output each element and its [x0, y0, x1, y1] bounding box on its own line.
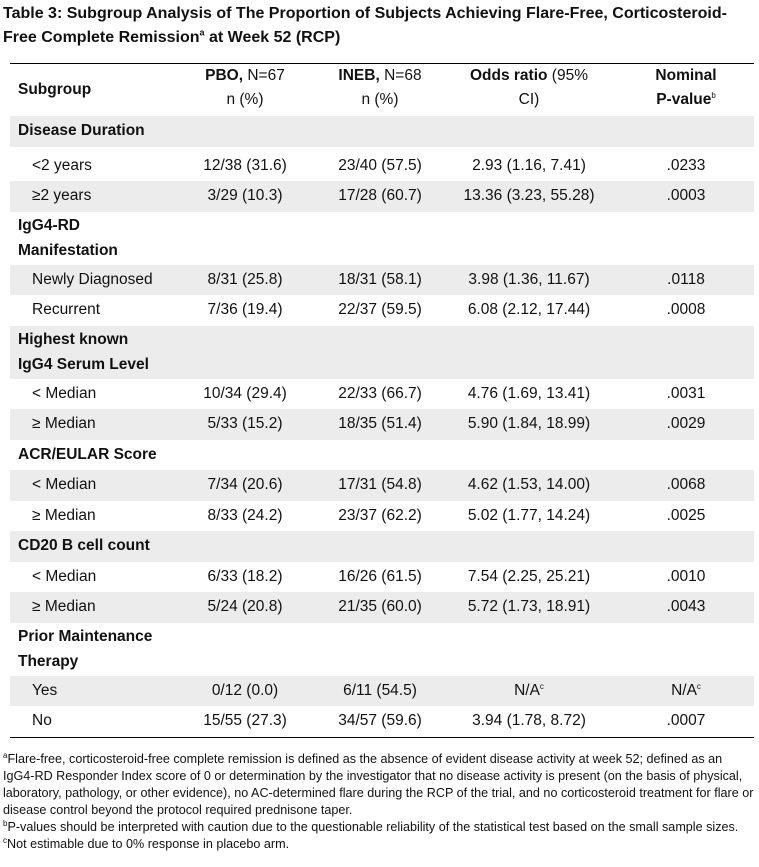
- header-p-line-2: P-value: [656, 91, 712, 108]
- cell-footnote-marker: c: [696, 681, 701, 691]
- row-label: ≥2 years: [10, 181, 170, 212]
- table-row: [10, 409, 754, 440]
- group-label: [10, 212, 754, 265]
- group-label-line-1: Prior Maintenance: [18, 627, 153, 645]
- cell-ineb: 6/11 (54.5): [320, 676, 440, 707]
- cell-pbo: 0/12 (0.0): [170, 676, 320, 707]
- table-row: [10, 470, 754, 501]
- group-label-line-1: Highest known: [18, 330, 129, 348]
- cell-odds-ratio: 3.98 (1.36, 11.67): [440, 265, 618, 296]
- table-row: [10, 562, 754, 593]
- cell-p-value: .0118: [618, 265, 754, 296]
- cell-p-value: .0043: [618, 592, 754, 623]
- cell-odds-ratio: 5.72 (1.73, 18.91): [440, 592, 618, 623]
- cell-p-value: [618, 676, 754, 707]
- footnote-c-marker: c: [3, 835, 7, 845]
- cell-p-value: .0031: [666, 384, 706, 402]
- row-label: Yes: [10, 676, 170, 707]
- group-row-acr-eular-score: [10, 440, 754, 471]
- header-p-line-1: Nominal: [655, 67, 717, 84]
- title-line-1: Table 3: Subgroup Analysis of The Proportion of Subjects Achieving Flare-Free, Corticosteroid-: [3, 5, 727, 22]
- row-label: ≥ Median: [10, 409, 170, 440]
- cell-p-value: .0233: [666, 156, 706, 174]
- row-label: Newly Diagnosed: [10, 265, 170, 296]
- header-odds-ratio: [440, 64, 618, 117]
- table-row: [10, 181, 754, 212]
- header-ineb-bold: INEB,: [338, 67, 380, 84]
- cell-ineb: 23/37 (62.2): [338, 506, 422, 524]
- group-label: Disease Duration: [10, 116, 754, 149]
- footnote-b-text: P-values should be interpreted with caution due to the questionable reliability of the statistical test based on the small sample sizes.: [7, 820, 739, 834]
- header-pbo: [170, 64, 320, 117]
- cell-pbo: 10/34 (29.4): [203, 384, 287, 402]
- row-label: < Median: [32, 567, 97, 585]
- subgroup-table: [10, 63, 754, 738]
- table-row: [10, 379, 754, 410]
- header-ineb-unit: n (%): [361, 91, 399, 108]
- footnote-b: [3, 819, 755, 836]
- cell-odds-ratio: 4.76 (1.69, 13.41): [467, 384, 591, 402]
- cell-odds-ratio: 5.02 (1.77, 14.24): [467, 506, 591, 524]
- table-row: [10, 676, 754, 707]
- row-label: Recurrent: [32, 301, 101, 319]
- cell-ineb: 18/35 (51.4): [320, 409, 440, 440]
- header-row: [10, 64, 754, 117]
- cell-pbo: 7/36 (19.4): [207, 301, 283, 319]
- cell-odds-ratio: 5.90 (1.84, 18.99): [440, 409, 618, 440]
- cell-p-value: .0068: [618, 470, 754, 501]
- cell-footnote-marker: c: [539, 681, 544, 691]
- table-row: [10, 501, 754, 532]
- cell-p-value: .0025: [666, 506, 706, 524]
- header-p-value: [618, 64, 754, 117]
- cell-p-value: .0003: [618, 181, 754, 212]
- cell-p-value: .0029: [618, 409, 754, 440]
- row-label: < Median: [32, 384, 97, 402]
- cell-pbo: 7/34 (20.6): [170, 470, 320, 501]
- footnote-a-text: Flare-free, corticosteroid-free complete remission is defined as the absence of evident disease activity at week 52; defined as an IgG4-RD Responder Index score of 0 or determination by the investigator that no disease activity is present (on the basis of physical, laboratory, pathology, or other evidence), no AC-determined flare during the RCP of the trial, and no corticosteroid treatment for flare or disease control beyond the protocol required prednisone taper.: [3, 752, 754, 817]
- row-label: No: [32, 712, 52, 730]
- group-label-line-2: IgG4 Serum Level: [18, 355, 149, 373]
- header-ineb: [320, 64, 440, 117]
- cell-p-value-value: N/A: [671, 681, 697, 699]
- cell-pbo: 6/33 (18.2): [207, 567, 283, 585]
- cell-p-value: .0010: [666, 567, 706, 585]
- cell-odds-ratio: 2.93 (1.16, 7.41): [472, 156, 586, 174]
- row-label: ≥ Median: [10, 592, 170, 623]
- table-row: [10, 592, 754, 623]
- cell-pbo: 8/33 (24.2): [207, 506, 283, 524]
- title-line-2-post: at Week 52 (RCP): [204, 29, 341, 46]
- cell-ineb: 34/57 (59.6): [338, 712, 422, 730]
- footnote-c: [3, 836, 755, 853]
- group-row-disease-duration: [10, 116, 754, 149]
- table-row: [10, 295, 754, 326]
- table-row: [10, 706, 754, 737]
- cell-odds-ratio: [440, 676, 618, 707]
- group-label-line-2: Therapy: [18, 652, 79, 670]
- header-ineb-n: N=68: [379, 67, 422, 84]
- group-row-cd20-b-cell-count: [10, 531, 754, 562]
- group-row-prior-maintenance-therapy: [10, 623, 754, 676]
- group-label: [10, 326, 754, 379]
- row-label: < Median: [10, 470, 170, 501]
- title-line-2-pre: Free Complete Remission: [3, 29, 200, 46]
- cell-pbo: 5/33 (15.2): [170, 409, 320, 440]
- group-row-manifestation: [10, 212, 754, 265]
- cell-pbo: 15/55 (27.3): [203, 712, 287, 730]
- cell-ineb: 21/35 (60.0): [320, 592, 440, 623]
- header-pbo-unit: n (%): [226, 91, 264, 108]
- header-pbo-bold: PBO,: [205, 67, 244, 84]
- cell-ineb: 17/28 (60.7): [320, 181, 440, 212]
- cell-odds-ratio: 4.62 (1.53, 14.00): [440, 470, 618, 501]
- cell-ineb: 16/26 (61.5): [338, 567, 422, 585]
- table-row: [10, 265, 754, 296]
- table-row: [10, 149, 754, 182]
- header-pbo-n: N=67: [243, 67, 285, 84]
- group-label: [10, 623, 754, 676]
- footnote-c-text: Not estimable due to 0% response in placebo arm.: [7, 837, 290, 851]
- cell-pbo: 8/31 (25.8): [170, 265, 320, 296]
- group-label: ACR/EULAR Score: [18, 445, 157, 463]
- footnote-a: [3, 751, 755, 819]
- table-title: [3, 2, 755, 50]
- cell-ineb: 18/31 (58.1): [320, 265, 440, 296]
- footnotes: [3, 751, 755, 853]
- group-label-line-1: IgG4-RD: [18, 216, 80, 234]
- header-subgroup: Subgroup: [18, 81, 92, 98]
- title-line-2: [3, 26, 755, 50]
- cell-pbo: 12/38 (31.6): [203, 156, 287, 174]
- cell-ineb: 22/33 (66.7): [338, 384, 422, 402]
- cell-ineb: 23/40 (57.5): [338, 156, 422, 174]
- cell-odds-ratio-value: N/A: [514, 681, 540, 699]
- cell-ineb: 22/37 (59.5): [338, 301, 422, 319]
- cell-p-value: .0007: [666, 712, 706, 730]
- group-label: CD20 B cell count: [10, 531, 754, 562]
- row-label: <2 years: [32, 156, 92, 174]
- header-or-ci: (95%: [547, 67, 588, 84]
- title-footnote-marker: a: [199, 27, 205, 38]
- cell-ineb: 17/31 (54.8): [320, 470, 440, 501]
- footnote-b-marker: b: [3, 818, 8, 828]
- header-or-ci-2: CI): [518, 91, 540, 108]
- row-label: ≥ Median: [32, 506, 96, 524]
- group-label-line-2: Manifestation: [18, 241, 118, 259]
- cell-p-value: .0008: [666, 301, 706, 319]
- header-p-footnote-marker: b: [711, 90, 716, 100]
- header-or-bold: Odds ratio: [469, 67, 548, 84]
- cell-odds-ratio: 7.54 (2.25, 25.21): [467, 567, 591, 585]
- footnote-a-marker: a: [3, 750, 8, 760]
- cell-odds-ratio: 3.94 (1.78, 8.72): [472, 712, 586, 730]
- cell-odds-ratio: 13.36 (3.23, 55.28): [440, 181, 618, 212]
- cell-pbo: 5/24 (20.8): [170, 592, 320, 623]
- cell-pbo: 3/29 (10.3): [170, 181, 320, 212]
- cell-odds-ratio: 6.08 (2.12, 17.44): [467, 301, 591, 319]
- group-row-igg4-serum-level: [10, 326, 754, 379]
